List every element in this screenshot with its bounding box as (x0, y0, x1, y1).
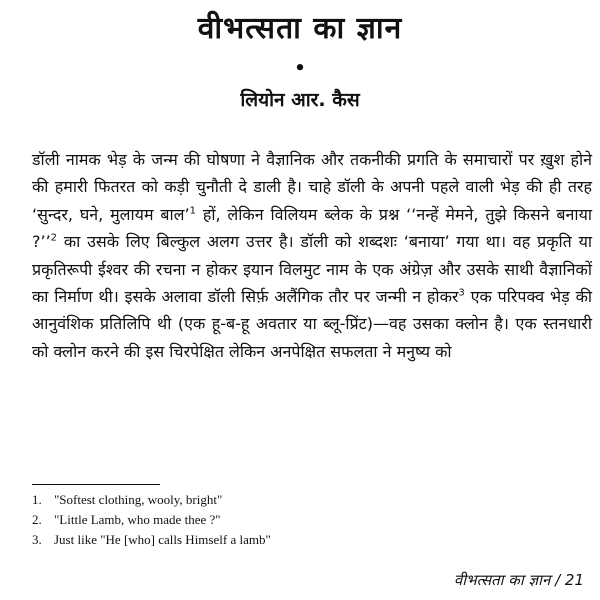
footnote-number: 1. (32, 492, 42, 507)
footnote (32, 530, 532, 550)
title-separator: • (294, 58, 306, 79)
author-name: लियोन आर. कैस (240, 89, 360, 111)
footnotes (32, 490, 532, 550)
body-text: एक परिपक्व भेड़ की आनुवंशिक प्रतिलिपि थी (एक हू-ब-हू अवतार या ब्लू-प्रिंट)—वह उसका क्लोन है। एक स्तनधारी को क्लोन करने की इस चिरपेक्षित लेकिन अनपेक्षित सफलता ने मनुष्य को (32, 287, 593, 361)
footnote-text: Just like "He [who] calls Himself a lamb" (54, 532, 271, 547)
footnote-number: 2. (32, 512, 42, 527)
page-footer: वीभत्सता का ज्ञान / 21 (453, 571, 584, 589)
footnote (32, 490, 532, 510)
footnote-ref: 1 (189, 205, 196, 217)
footnote-ref: 2 (50, 232, 58, 244)
footnote-number: 3. (32, 532, 42, 547)
footnote-divider (32, 484, 160, 485)
body-text: का उसके लिए बिल्कुल अलग उत्तर है। डॉली को शब्दशः ‘बनाया’ गया था। वह प्रकृति या प्रकृतिरूपी ईश्वर की रचना न होकर इयान विलमुट नाम के एक अंग्रेज़ और उसके साथी वैज्ञानिकों का निर्माण थी। इसके अलावा डॉली सिर्फ़ अलैंगिक तौर पर जन्मी न होकर (32, 232, 592, 307)
body-paragraph (32, 146, 592, 365)
footnote (32, 510, 532, 530)
body-text: हों, लेकिन विलियम ब्लेक के प्रश्न ‘‘नन्हें मेमने, तुझे किसने बनाया ?’’ (32, 204, 592, 252)
footnote-ref: 3 (458, 287, 465, 299)
chapter-title: वीभत्सता का ज्ञान (197, 11, 403, 46)
footnote-text: "Softest clothing, wooly, bright" (54, 492, 223, 507)
footnote-text: "Little Lamb, who made thee ?" (54, 512, 221, 527)
body-text: डॉली नामक भेड़ के जन्म की घोषणा ने वैज्ञानिक और तकनीकी प्रगति के समाचारों पर ख़ुश होने की हमारी फितरत को कड़ी चुनौती दे डाली है। चाहे डॉली के अपनी पहले वाली भेड़ की ही तरह ‘सुन्दर, घने, मुलायम बाल’ (32, 150, 592, 224)
